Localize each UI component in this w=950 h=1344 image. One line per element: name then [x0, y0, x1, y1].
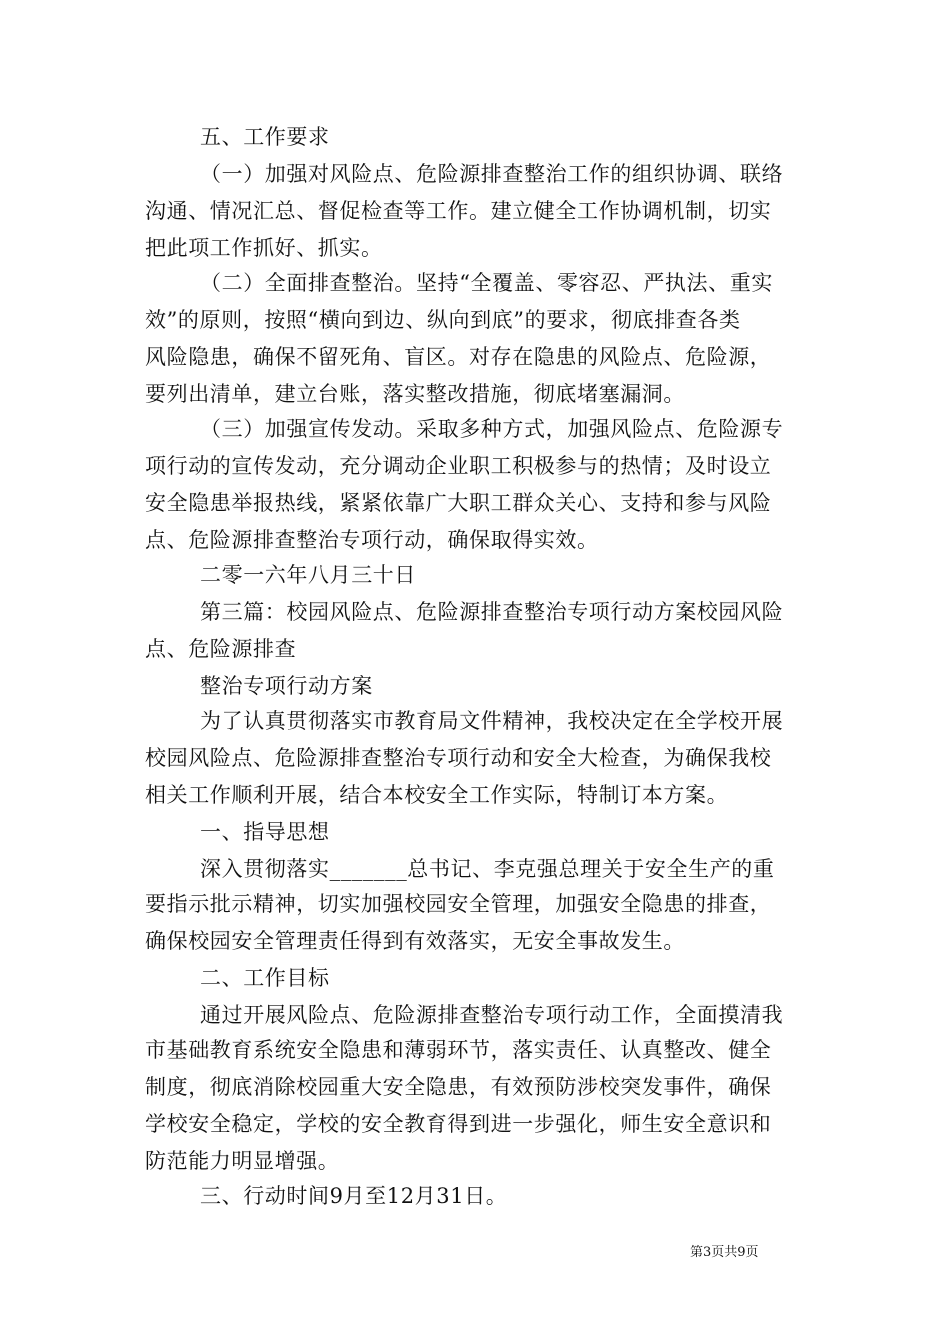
paragraph-line: 项行动的宣传发动，充分调动企业职工积极参与的热情；及时设立: [145, 454, 772, 478]
paragraph-line: （三）加强宣传发动。采取多种方式，加强风险点、危险源专: [200, 417, 784, 441]
paragraph-line: 效”的原则，按照“横向到边、纵向到底”的要求，彻底排查各类: [145, 308, 741, 332]
section-heading: 二、工作目标: [200, 966, 330, 990]
paragraph-line: 安全隐患举报热线，紧紧依靠广大职工群众关心、支持和参与风险: [145, 491, 772, 515]
paragraph-line: 深入贯彻落实_______总书记、李克强总理关于安全生产的重: [200, 857, 775, 881]
paragraph-line: 点、危险源排查整治专项行动，确保取得实效。: [145, 528, 599, 552]
paragraph-line: 为了认真贯彻落实市教育局文件精神，我校决定在全学校开展: [200, 709, 784, 733]
paragraph-line: 通过开展风险点、危险源排查整治专项行动工作，全面摸清我: [200, 1003, 784, 1027]
paragraph-line: 防范能力明显增强。: [145, 1149, 340, 1173]
chapter-title: 第三篇：校园风险点、危险源排查整治专项行动方案校园风险: [200, 600, 784, 624]
section-heading: 三、行动时间9月至12月31日。: [200, 1184, 508, 1208]
page-number: 第3页共9页: [690, 1245, 759, 1260]
paragraph-line: 确保校园安全管理责任得到有效落实，无安全事故发生。: [145, 929, 685, 953]
date-line: 二零一六年八月三十日: [200, 563, 416, 587]
paragraph-line: 市基础教育系统安全隐患和薄弱环节，落实责任、认真整改、健全: [145, 1038, 772, 1062]
paragraph-line: 要指示批示精神，切实加强校园安全管理，加强安全隐患的排查，: [145, 892, 772, 916]
paragraph-line: （一）加强对风险点、危险源排查整治工作的组织协调、联络: [200, 162, 784, 186]
section-heading: 五、工作要求: [200, 125, 330, 149]
paragraph-line: （二）全面排查整治。坚持“全覆盖、零容忍、严执法、重实: [200, 271, 773, 295]
paragraph-line: 校园风险点、危险源排查整治专项行动和安全大检查，为确保我校: [145, 746, 772, 770]
paragraph-line: 沟通、情况汇总、督促检查等工作。建立健全工作协调机制，切实: [145, 199, 772, 223]
chapter-title: 点、危险源排查: [145, 637, 297, 661]
paragraph-line: 学校安全稳定，学校的安全教育得到进一步强化，师生安全意识和: [145, 1112, 772, 1136]
paragraph-line: 把此项工作抓好、抓实。: [145, 236, 383, 260]
subtitle-line: 整治专项行动方案: [200, 674, 373, 698]
section-heading: 一、指导思想: [200, 820, 330, 844]
paragraph-line: 要列出清单，建立台账，落实整改措施，彻底堵塞漏洞。: [145, 382, 685, 406]
paragraph-line: 相关工作顺利开展，结合本校安全工作实际，特制订本方案。: [145, 783, 729, 807]
paragraph-line: 制度，彻底消除校园重大安全隐患，有效预防涉校突发事件，确保: [145, 1075, 772, 1099]
paragraph-line: 风险隐患，确保不留死角、盲区。对存在隐患的风险点、危险源，: [145, 345, 772, 369]
